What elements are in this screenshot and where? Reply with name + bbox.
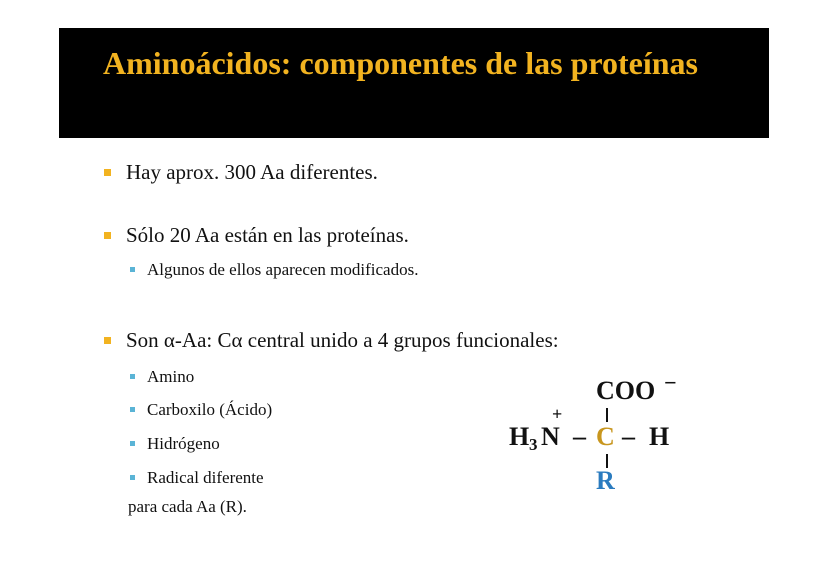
sub-bullet-text: Amino: [147, 367, 195, 386]
sub-bullet-text: Carboxilo (Ácido): [147, 400, 273, 419]
bullet-item-2: [104, 223, 409, 248]
hydrogen: H: [649, 422, 670, 451]
alpha-carbon: C: [596, 422, 615, 451]
bullet-item-3: [104, 328, 559, 353]
amino-n: N: [541, 422, 560, 451]
sub-bullet-item: [130, 400, 272, 420]
square-bullet-icon: [104, 232, 111, 239]
slide-title: Aminoácidos: componentes de las proteínas: [103, 45, 698, 81]
square-bullet-icon: [104, 169, 111, 176]
amino-h: H: [509, 422, 530, 451]
carboxyl-group: COO: [596, 376, 656, 405]
bullet-item-1: [104, 160, 378, 185]
bond-right: –: [622, 422, 635, 451]
title-bar: [59, 28, 769, 138]
bond-top: [606, 408, 608, 422]
small-square-bullet-icon: [130, 374, 135, 379]
radical-group: R: [596, 466, 615, 495]
bullet-text: Son α-Aa: Cα central unido a 4 grupos funcionales:: [126, 328, 559, 352]
sub-bullet-text: Algunos de ellos aparecen modificados.: [147, 260, 419, 279]
sub-bullet-text: Hidrógeno: [147, 434, 220, 453]
small-square-bullet-icon: [130, 441, 135, 446]
small-square-bullet-icon: [130, 475, 135, 480]
sub-bullet-item: [130, 468, 264, 488]
sub-bullet-text: Radical diferente: [147, 468, 264, 487]
negative-charge: −: [664, 370, 677, 395]
small-square-bullet-icon: [130, 267, 135, 272]
bullet-text: Hay aprox. 300 Aa diferentes.: [126, 160, 378, 184]
bond-left: –: [573, 422, 586, 451]
sub-bullet-continuation: para cada Aa (R).: [128, 497, 247, 516]
sub-bullet-item: [130, 434, 220, 454]
small-square-bullet-icon: [130, 407, 135, 412]
positive-charge: +: [552, 404, 563, 424]
sub-bullet-item: [130, 260, 418, 280]
square-bullet-icon: [104, 337, 111, 344]
bullet-text: Sólo 20 Aa están en las proteínas.: [126, 223, 409, 247]
amino-subscript: 3: [529, 435, 538, 454]
sub-bullet-item: [130, 367, 194, 387]
